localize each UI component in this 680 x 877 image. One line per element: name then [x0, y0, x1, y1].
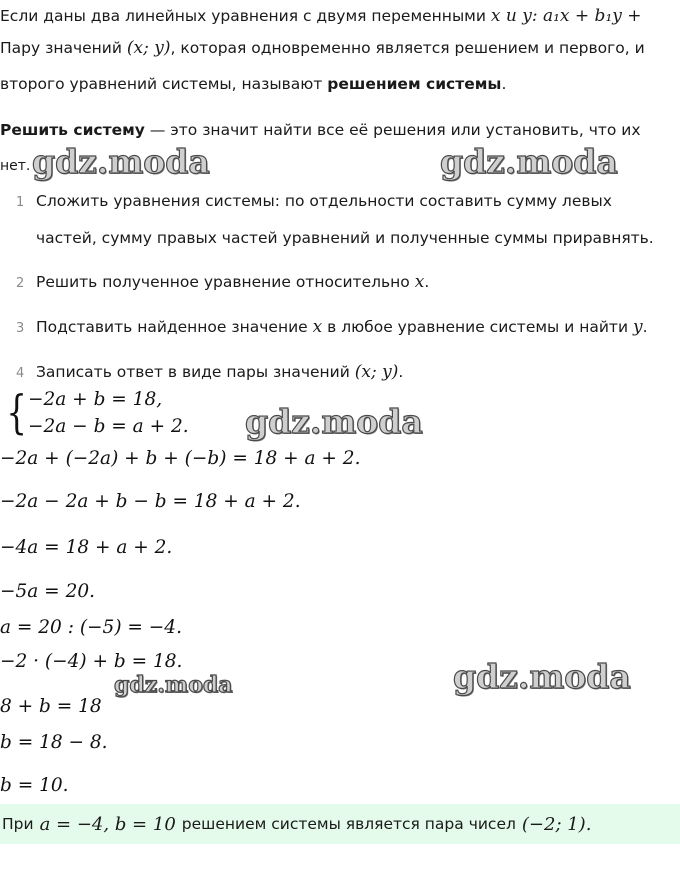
definition-text: — это значит найти все её решения или установить, что их: [144, 121, 641, 139]
step-number-3: 3: [16, 321, 25, 336]
definition-text-2: нет.: [0, 158, 31, 174]
intro-text-3a: второго уравнений системы, называют: [0, 75, 323, 93]
solution-line-9: b = 10.: [0, 775, 69, 796]
step-number-1: 1: [16, 195, 25, 210]
answer-math-b: (−2; 1).: [521, 813, 592, 835]
watermark-3: gdz.moda: [245, 402, 423, 441]
watermark-5: gdz.moda: [114, 672, 233, 698]
watermark-4: gdz.moda: [453, 657, 631, 696]
intro-text-3b: .: [501, 75, 507, 93]
intro-line-3: [0, 75, 506, 93]
watermark-1: gdz.moda: [32, 142, 210, 181]
step-4-tail: .: [398, 363, 404, 381]
intro-text-2b: , которая одновременно является решением и первого, и: [170, 39, 645, 57]
step-4-text: Записать ответ в виде пары значений: [36, 363, 350, 381]
answer-box: [0, 804, 680, 844]
intro-math-2: (x; y): [126, 38, 171, 58]
step-3-math: x: [312, 317, 323, 337]
solution-line-8: b = 18 − 8.: [0, 732, 108, 753]
step-1-line-2: частей, сумму правых частей уравнений и полученные суммы приравнять.: [36, 229, 654, 247]
answer-text-a: При: [2, 815, 34, 833]
step-2-tail: .: [424, 273, 430, 291]
solution-line-3: −4a = 18 + a + 2.: [0, 537, 173, 558]
intro-bold-term: решением системы: [327, 75, 502, 93]
intro-line-2: [0, 38, 645, 58]
solution-line-1: −2a + (−2a) + b + (−b) = 18 + a + 2.: [0, 448, 361, 469]
step-2-text: Решить полученное уравнение относительно: [36, 273, 410, 291]
intro-text-1: Если даны два линейных уравнения с двумя переменными: [0, 7, 486, 25]
step-number-2: 2: [16, 276, 25, 291]
step-4-math: (x; y): [354, 362, 399, 382]
watermark-2: gdz.moda: [440, 142, 618, 181]
step-number-4: 4: [16, 366, 25, 381]
solution-line-6: −2 · (−4) + b = 18.: [0, 651, 183, 672]
solution-line-2: −2a − 2a + b − b = 18 + a + 2.: [0, 491, 301, 512]
definition-line-2: [0, 158, 30, 174]
intro-text-2a: Пару значений: [0, 39, 122, 57]
solution-line-7: 8 + b = 18: [0, 696, 102, 717]
step-4: [36, 362, 403, 382]
step-2: [36, 272, 429, 292]
solution-line-4: −5a = 20.: [0, 581, 95, 602]
step-3: [36, 317, 648, 337]
system-equation-2: −2a − b = a + 2.: [28, 416, 189, 437]
step-3-text-b: в любое уравнение системы и найти: [322, 318, 629, 336]
intro-math-1: x и y: a₁x + b₁y +: [490, 6, 642, 26]
step-1-line-1: Сложить уравнения системы: по отдельности составить сумму левых: [36, 192, 612, 210]
definition-bold: Решить систему: [0, 121, 145, 139]
step-3-tail: .: [642, 318, 648, 336]
solution-line-5: a = 20 : (−5) = −4.: [0, 617, 182, 638]
answer-text-b: решением системы является пара чисел: [181, 815, 516, 833]
answer-math-a: a = −4, b = 10: [39, 813, 176, 835]
definition-line-1: [0, 121, 641, 139]
step-2-math: x: [414, 272, 425, 292]
system-brace: {: [6, 385, 27, 439]
intro-line-1: [0, 6, 642, 26]
step-3-math-2: y: [632, 317, 643, 337]
step-3-text: Подставить найденное значение: [36, 318, 308, 336]
system-equation-1: −2a + b = 18,: [28, 389, 163, 410]
